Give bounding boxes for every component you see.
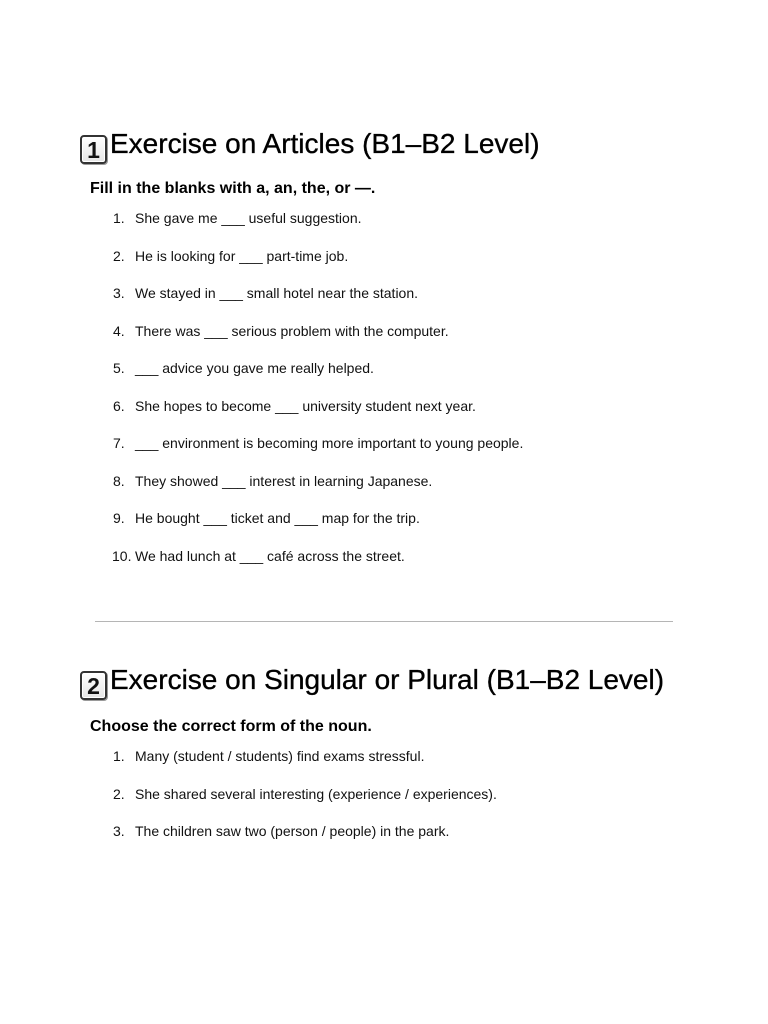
item-text: We had lunch at ___ café across the street. — [135, 547, 405, 564]
section-heading — [87, 660, 690, 700]
list-item — [90, 548, 690, 586]
item-text: She shared several interesting (experience / experiences). — [135, 785, 497, 802]
list-item — [90, 510, 690, 548]
section-title: Exercise on Singular or Plural (B1–B2 Level) — [110, 664, 665, 695]
item-number: 5. — [113, 360, 125, 376]
item-text: She gave me ___ useful suggestion. — [135, 210, 362, 226]
exercise-section-singular-plural — [87, 660, 690, 861]
item-text: We stayed in ___ small hotel near the station. — [135, 285, 419, 301]
section-heading — [87, 124, 690, 164]
list-item — [90, 285, 690, 323]
item-number: 3. — [113, 823, 125, 839]
section-divider — [95, 621, 673, 622]
item-text: She hopes to become ___ university student next year. — [135, 397, 476, 414]
item-number: 1. — [113, 210, 125, 226]
list-item — [90, 398, 690, 436]
item-text: The children saw two (person / people) in the park. — [135, 823, 450, 839]
keycap-number-one-icon: 1 — [80, 135, 107, 164]
section-instruction: Choose the correct form of the noun. — [90, 718, 372, 735]
section-instruction: Fill in the blanks with a, an, the, or —. — [90, 180, 376, 197]
list-item — [90, 823, 690, 861]
item-text: Many (student / students) find exams stressful. — [135, 748, 425, 764]
list-item — [90, 323, 690, 361]
list-item — [90, 248, 690, 286]
item-number: 10. — [112, 547, 132, 564]
item-text: He is looking for ___ part-time job. — [135, 247, 349, 264]
list-item — [90, 473, 690, 511]
exercise-section-articles — [87, 124, 690, 585]
item-text: There was ___ serious problem with the computer. — [135, 322, 449, 339]
exercise-list — [90, 748, 690, 861]
item-text: He bought ___ ticket and ___ map for the trip. — [135, 510, 420, 526]
item-number: 1. — [113, 748, 125, 764]
list-item — [90, 360, 690, 398]
list-item — [90, 435, 690, 473]
item-number: 6. — [113, 397, 125, 414]
item-text: ___ advice you gave me really helped. — [135, 360, 374, 376]
item-number: 7. — [113, 435, 125, 451]
item-text: They showed ___ interest in learning Japanese. — [135, 472, 433, 489]
item-text: ___ environment is becoming more important to young people. — [135, 435, 524, 451]
item-number: 4. — [113, 322, 125, 339]
keycap-number-two-icon: 2 — [80, 671, 107, 700]
exercise-list — [90, 210, 690, 585]
list-item — [90, 786, 690, 824]
list-item — [90, 748, 690, 786]
item-number: 3. — [113, 285, 125, 301]
list-item — [90, 210, 690, 248]
section-title: Exercise on Articles (B1–B2 Level) — [110, 128, 540, 159]
item-number: 8. — [113, 472, 125, 489]
item-number: 2. — [113, 785, 125, 802]
item-number: 2. — [113, 247, 125, 264]
item-number: 9. — [113, 510, 125, 526]
